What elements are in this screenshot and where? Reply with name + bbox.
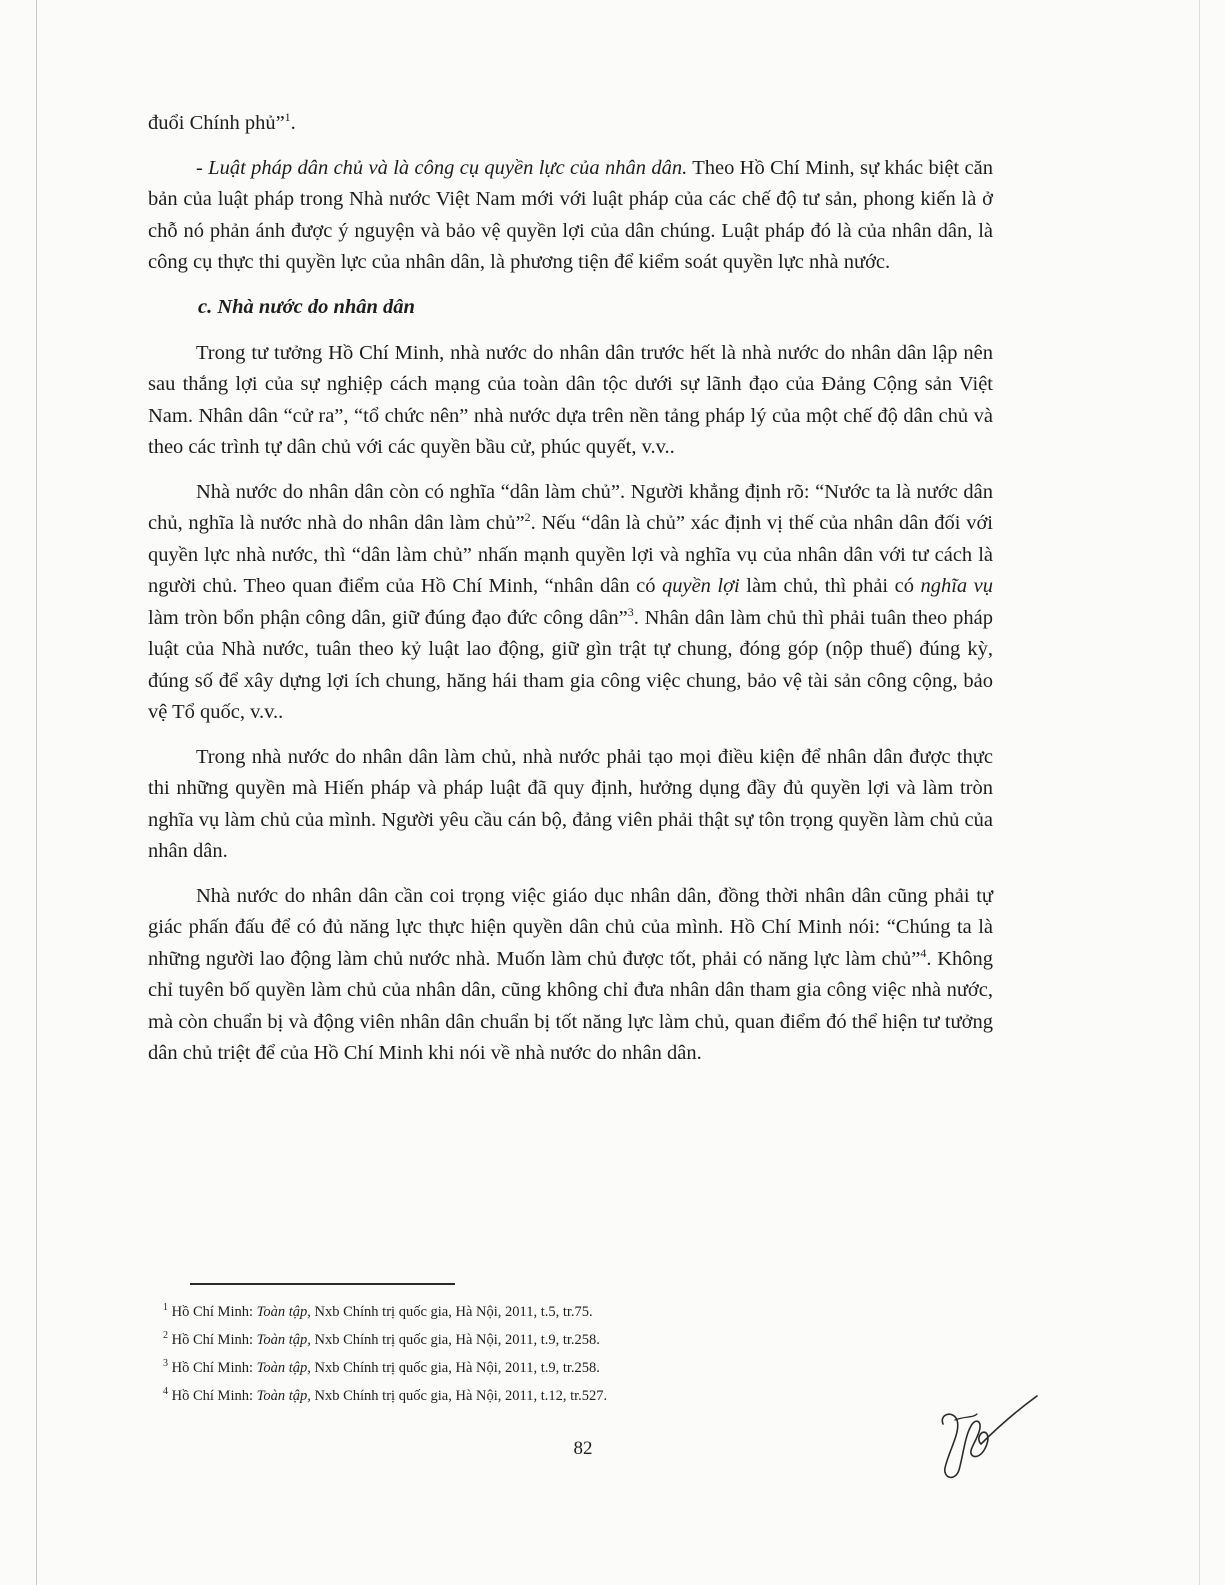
page-edge-shadow — [36, 0, 37, 1585]
paragraph-2-emphasis: nghĩa vụ — [920, 575, 994, 597]
handwritten-signature — [925, 1390, 1045, 1490]
footnote-author: Hồ Chí Minh: — [171, 1304, 257, 1320]
paragraph-2-part-b: . Nếu “dân là chủ” xác định vị thế của nhân dân đối với quyền lực nhà nước, thì “dân làm chủ” nhấn mạnh quyền lợi và nghĩa vụ của nhân dân với tư cách là người chủ. Theo quan điểm của Hồ Chí Minh, “nhân dân có — [148, 512, 993, 597]
paragraph-2-emphasis: quyền lợi — [661, 575, 740, 597]
body-text — [148, 108, 993, 1083]
footnote-source: Nxb Chính trị quốc gia, Hà Nội, 2011, t.12, tr.527. — [310, 1388, 608, 1404]
footnote-source: Nxb Chính trị quốc gia, Hà Nội, 2011, t.9, tr.258. — [310, 1332, 600, 1348]
footnotes — [163, 1300, 863, 1412]
paragraph-2-part-e: . Nhân dân làm chủ thì phải tuân theo pháp luật của Nhà nước, tuân theo kỷ luật lao động, giữ gìn trật tự chung, đóng góp (nộp thuế) đúng kỳ, đúng số để xây dựng lợi ích chung, hăng hái tham gia công việc chung, bảo vệ tài sản công cộng, bảo vệ Tổ quốc, v.v.. — [148, 606, 993, 723]
law-paragraph-lead: - Luật pháp dân chủ và là công cụ quyền lực của nhân dân. — [196, 156, 688, 179]
footnote-author: Hồ Chí Minh: — [171, 1388, 257, 1404]
footnote-2 — [163, 1328, 863, 1352]
footnote-ref: 2 — [524, 510, 531, 525]
section-heading: c. Nhà nước do nhân dân — [198, 295, 415, 318]
paragraph-4-part-b: . Không chỉ tuyên bố quyền làm chủ của nhân dân, cũng không chỉ đưa nhân dân tham gia công việc nhà nước, mà còn chuẩn bị và động viên nhân dân chuẩn bị tốt năng lực làm chủ, quan điểm đó thể hiện tư tưởng dân chủ triệt để của Hồ Chí Minh khi nói về nhà nước do nhân dân. — [148, 947, 993, 1064]
footnote-1 — [163, 1300, 863, 1324]
paragraph-2-part-a: Nhà nước do nhân dân còn có nghĩa “dân làm chủ”. Người khẳng định rõ: “Nước ta là nước dân chủ, nghĩa là nước nhà do nhân dân làm chủ” — [148, 480, 993, 534]
footnote-separator — [190, 1283, 455, 1285]
footnote-3 — [163, 1356, 863, 1380]
law-paragraph — [148, 153, 993, 279]
paragraph-4-part-a: Nhà nước do nhân dân cần coi trọng việc giáo dục nhân dân, đồng thời nhân dân cũng phải tự giác phấn đấu để có đủ năng lực thực hiện quyền dân chủ của mình. Hồ Chí Minh nói: “Chúng ta là những người lao động làm chủ nước nhà. Muốn làm chủ được tốt, phải có năng lực làm chủ” — [148, 884, 993, 970]
paragraph-2-part-d: làm tròn bổn phận công dân, giữ đúng đạo đức công dân” — [148, 606, 628, 629]
opening-line — [148, 108, 993, 140]
opening-text: đuổi Chính phủ” — [148, 112, 285, 134]
footnote-ref: 4 — [920, 945, 927, 960]
footnote-number: 3 — [163, 1358, 168, 1370]
paragraph-3: Trong nhà nước do nhân dân làm chủ, nhà nước phải tạo mọi điều kiện để nhân dân được thực thi những quyền mà Hiến pháp và pháp luật đã quy định, hưởng dụng đầy đủ quyền lợi và làm tròn nghĩa vụ làm chủ của mình. Người yêu cầu cán bộ, đảng viên phải thật sự tôn trọng quyền làm chủ của nhân dân. — [148, 745, 993, 862]
footnote-title: Toàn tập, — [256, 1360, 311, 1376]
paragraph-4 — [148, 881, 993, 1070]
footnote-ref: 1 — [284, 110, 291, 125]
footnote-ref: 3 — [627, 604, 634, 619]
footnote-title: Toàn tập, — [256, 1304, 311, 1320]
page-edge-line — [1199, 0, 1200, 1585]
footnote-number: 2 — [163, 1330, 168, 1342]
footnote-author: Hồ Chí Minh: — [171, 1360, 257, 1376]
opening-end: . — [290, 112, 296, 134]
footnote-number: 1 — [163, 1302, 168, 1314]
law-paragraph-text: Theo Hồ Chí Minh, sự khác biệt căn bản của luật pháp trong Nhà nước Việt Nam mới với luật pháp của các chế độ tư sản, phong kiến là ở chỗ nó phản ánh được ý nguyện và bảo vệ quyền lợi của dân chúng. Luật pháp đó là của nhân dân, là công cụ thực thi quyền lực của nhân dân, là phương tiện để kiểm soát quyền lực nhà nước. — [148, 156, 993, 273]
page-number: 82 — [573, 1438, 593, 1459]
footnote-4 — [163, 1384, 863, 1408]
paragraph-2-part-c: làm chủ, thì phải có — [739, 575, 921, 597]
footnote-source: Nxb Chính trị quốc gia, Hà Nội, 2011, t.5, tr.75. — [310, 1304, 593, 1320]
paragraph-2 — [148, 477, 993, 729]
footnote-source: Nxb Chính trị quốc gia, Hà Nội, 2011, t.9, tr.258. — [310, 1360, 600, 1376]
footnote-number: 4 — [163, 1386, 168, 1398]
footnote-title: Toàn tập, — [256, 1332, 311, 1348]
footnote-title: Toàn tập, — [256, 1388, 311, 1404]
paragraph-1: Trong tư tưởng Hồ Chí Minh, nhà nước do nhân dân trước hết là nhà nước do nhân dân lập nên sau thắng lợi của sự nghiệp cách mạng của toàn dân tộc dưới sự lãnh đạo của Đảng Cộng sản Việt Nam. Nhân dân “cử ra”, “tổ chức nên” nhà nước dựa trên nền tảng pháp lý của một chế độ dân chủ và theo các trình tự dân chủ với các quyền bầu cử, phúc quyết, v.v.. — [148, 341, 993, 458]
footnote-author: Hồ Chí Minh: — [171, 1332, 257, 1348]
